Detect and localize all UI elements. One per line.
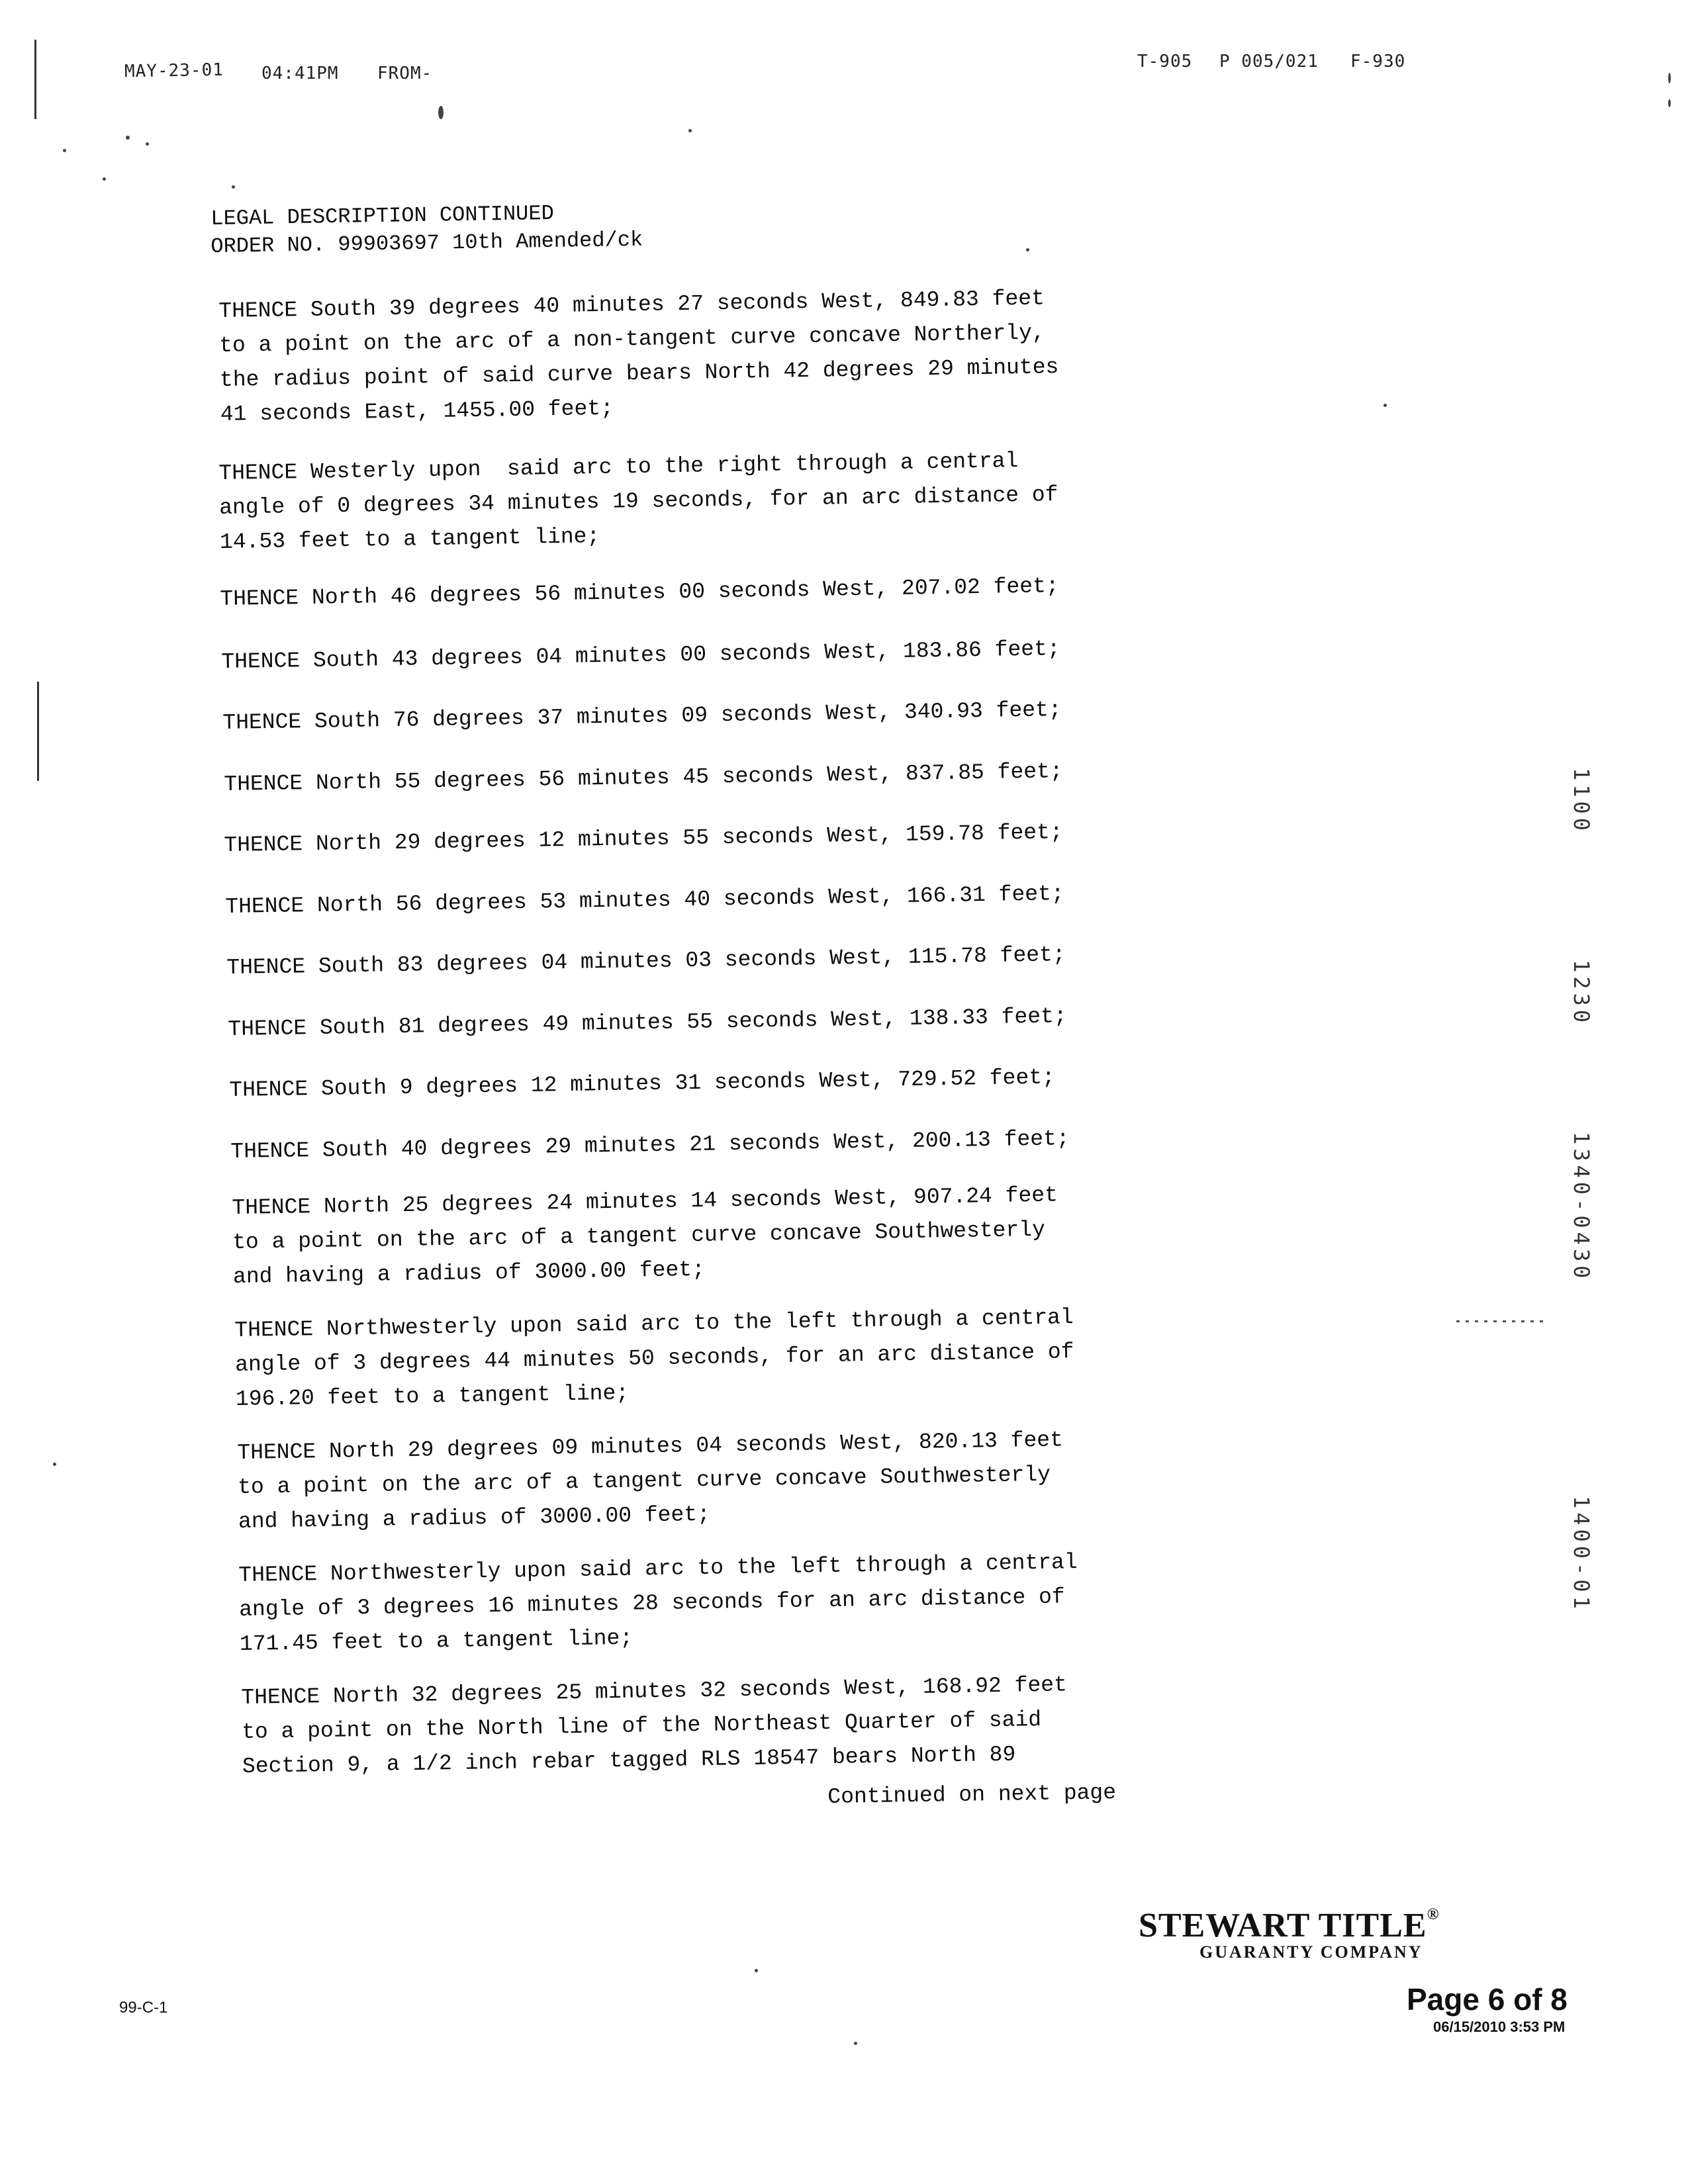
paragraph-line: THENCE South 81 degrees 49 minutes 55 seconds West, 138.33 feet; [228, 1004, 1067, 1042]
paragraph-line: Section 9, a 1/2 inch rebar tagged RLS 18547 bears North 89 [242, 1742, 1016, 1779]
thence-paragraph [234, 1300, 1075, 1417]
scan-speck [1456, 1320, 1549, 1322]
paragraph-line: 14.53 feet to a tangent line; [219, 523, 600, 555]
thence-paragraph [230, 1122, 1070, 1169]
fax-code-2: P 005/021 [1219, 52, 1319, 71]
paragraph-line: the radius point of said curve bears North 42 degrees 29 minutes [219, 355, 1059, 392]
scan-speck [126, 136, 130, 140]
paragraph-line: THENCE North 32 degrees 25 minutes 32 seconds West, 168.92 feet [241, 1672, 1068, 1710]
paragraph-line: THENCE South 43 degrees 04 minutes 00 seconds West, 183.86 feet; [221, 637, 1060, 674]
fax-code-3: F-930 [1350, 52, 1406, 71]
registered-mark: ® [1427, 1906, 1439, 1923]
thence-paragraph [220, 569, 1059, 617]
recording-mark-1: 1100 [1569, 768, 1594, 835]
paragraph-line: THENCE South 39 degrees 40 minutes 27 seconds West, 849.83 feet [218, 286, 1045, 324]
legal-description-body [218, 0, 1251, 1853]
recording-mark-4: 1400-01 [1569, 1496, 1594, 1613]
print-timestamp: 06/15/2010 3:53 PM [1433, 2019, 1566, 2035]
paragraph-line: THENCE Westerly upon said arc to the right through a central [218, 449, 1019, 486]
paragraph-line: THENCE Northwesterly upon said arc to the left through a central [234, 1305, 1074, 1343]
company-subtitle: GUARANTY COMPANY [1199, 1942, 1423, 1962]
scan-speck [1383, 404, 1387, 407]
fax-date: MAY-23-01 [124, 60, 224, 82]
thence-paragraph [229, 1060, 1055, 1108]
paragraph-line: to a point on the arc of a tangent curve concave Southwesterly [232, 1217, 1046, 1255]
heading-title: LEGAL DESCRIPTION CONTINUED [211, 201, 555, 231]
thence-paragraph [224, 754, 1063, 802]
thence-paragraph [221, 632, 1060, 680]
paragraph-line: and having a radius of 3000.00 feet; [238, 1502, 711, 1534]
fax-time: 04:41PM [261, 64, 339, 83]
page-number: Page 6 of 8 [1407, 1982, 1568, 2017]
scan-speck [146, 142, 149, 146]
scan-speck [103, 177, 106, 181]
thence-paragraph [224, 815, 1063, 863]
paragraph-line: THENCE North 25 degrees 24 minutes 14 seconds West, 907.24 feet [232, 1183, 1058, 1220]
continued-note: Continued on next page [827, 1780, 1117, 1809]
paragraph-line: to a point on the North line of the Northeast Quarter of said [241, 1707, 1042, 1745]
paragraph-line: THENCE South 83 degrees 04 minutes 03 seconds West, 115.78 feet; [226, 942, 1066, 980]
paragraph-line: to a point on the arc of a non-tangent curve concave Northerly, [218, 320, 1045, 358]
thence-paragraph [218, 281, 1060, 432]
paragraph-line: THENCE South 9 degrees 12 minutes 31 seconds West, 729.52 feet; [229, 1065, 1056, 1103]
paragraph-line: 171.45 feet to a tangent line; [239, 1625, 633, 1657]
company-name: STEWART TITLE [1139, 1907, 1427, 1944]
scan-speck [1668, 73, 1671, 83]
recording-mark-2: 1230 [1569, 960, 1594, 1027]
thence-paragraph [222, 693, 1062, 741]
paragraph-line: THENCE North 29 degrees 12 minutes 55 seconds West, 159.78 feet; [224, 820, 1063, 858]
paragraph-line: angle of 0 degrees 34 minutes 19 seconds, for an arc distance of [218, 482, 1058, 520]
paragraph-line: THENCE South 40 degrees 29 minutes 21 seconds West, 200.13 feet; [230, 1126, 1070, 1164]
fax-code-1: T-905 [1137, 52, 1193, 71]
paragraph-line: angle of 3 degrees 16 minutes 28 seconds for an arc distance of [238, 1584, 1065, 1622]
recording-mark-3: 1340-0430 [1569, 1132, 1594, 1283]
fax-from: FROM- [377, 64, 433, 83]
thence-paragraph [228, 999, 1067, 1047]
left-margin-line-top [34, 40, 36, 119]
scan-speck [854, 2042, 857, 2045]
thence-paragraph [225, 877, 1064, 925]
scan-speck [53, 1463, 56, 1466]
paragraph-line: 196.20 feet to a tangent line; [235, 1381, 630, 1412]
paragraph-line: THENCE South 76 degrees 37 minutes 09 seconds West, 340.93 feet; [222, 698, 1062, 735]
heading-order-number: ORDER NO. 99903697 10th Amended/ck [211, 227, 643, 259]
stewart-title-logo [1139, 1906, 1509, 1966]
scan-speck [755, 1969, 758, 1972]
paragraph-line: and having a radius of 3000.00 feet; [232, 1257, 706, 1289]
paragraph-line: 41 seconds East, 1455.00 feet; [220, 396, 614, 427]
paragraph-line: THENCE North 56 degrees 53 minutes 40 seconds West, 166.31 feet; [225, 882, 1064, 919]
left-margin-line-mid [37, 682, 39, 781]
paragraph-line: THENCE North 46 degrees 56 minutes 00 seconds West, 207.02 feet; [220, 574, 1059, 612]
scan-speck [1668, 99, 1671, 107]
thence-paragraph [238, 1545, 1079, 1662]
form-code: 99-C-1 [119, 1999, 168, 2017]
paragraph-line: THENCE North 55 degrees 56 minutes 45 seconds West, 837.85 feet; [224, 759, 1063, 797]
paragraph-line: angle of 3 degrees 44 minutes 50 seconds, for an arc distance of [234, 1340, 1074, 1377]
thence-paragraph [226, 938, 1066, 985]
thence-paragraph [218, 443, 1059, 560]
paragraph-line: THENCE Northwesterly upon said arc to the left through a central [238, 1550, 1078, 1588]
paragraph-line: THENCE North 29 degrees 09 minutes 04 seconds West, 820.13 feet [237, 1428, 1064, 1465]
scan-speck [63, 149, 66, 152]
thence-paragraph [237, 1423, 1064, 1539]
paragraph-line: to a point on the arc of a tangent curve concave Southwesterly [237, 1462, 1051, 1500]
thence-paragraph [232, 1178, 1059, 1295]
thence-paragraph [241, 1668, 1068, 1784]
